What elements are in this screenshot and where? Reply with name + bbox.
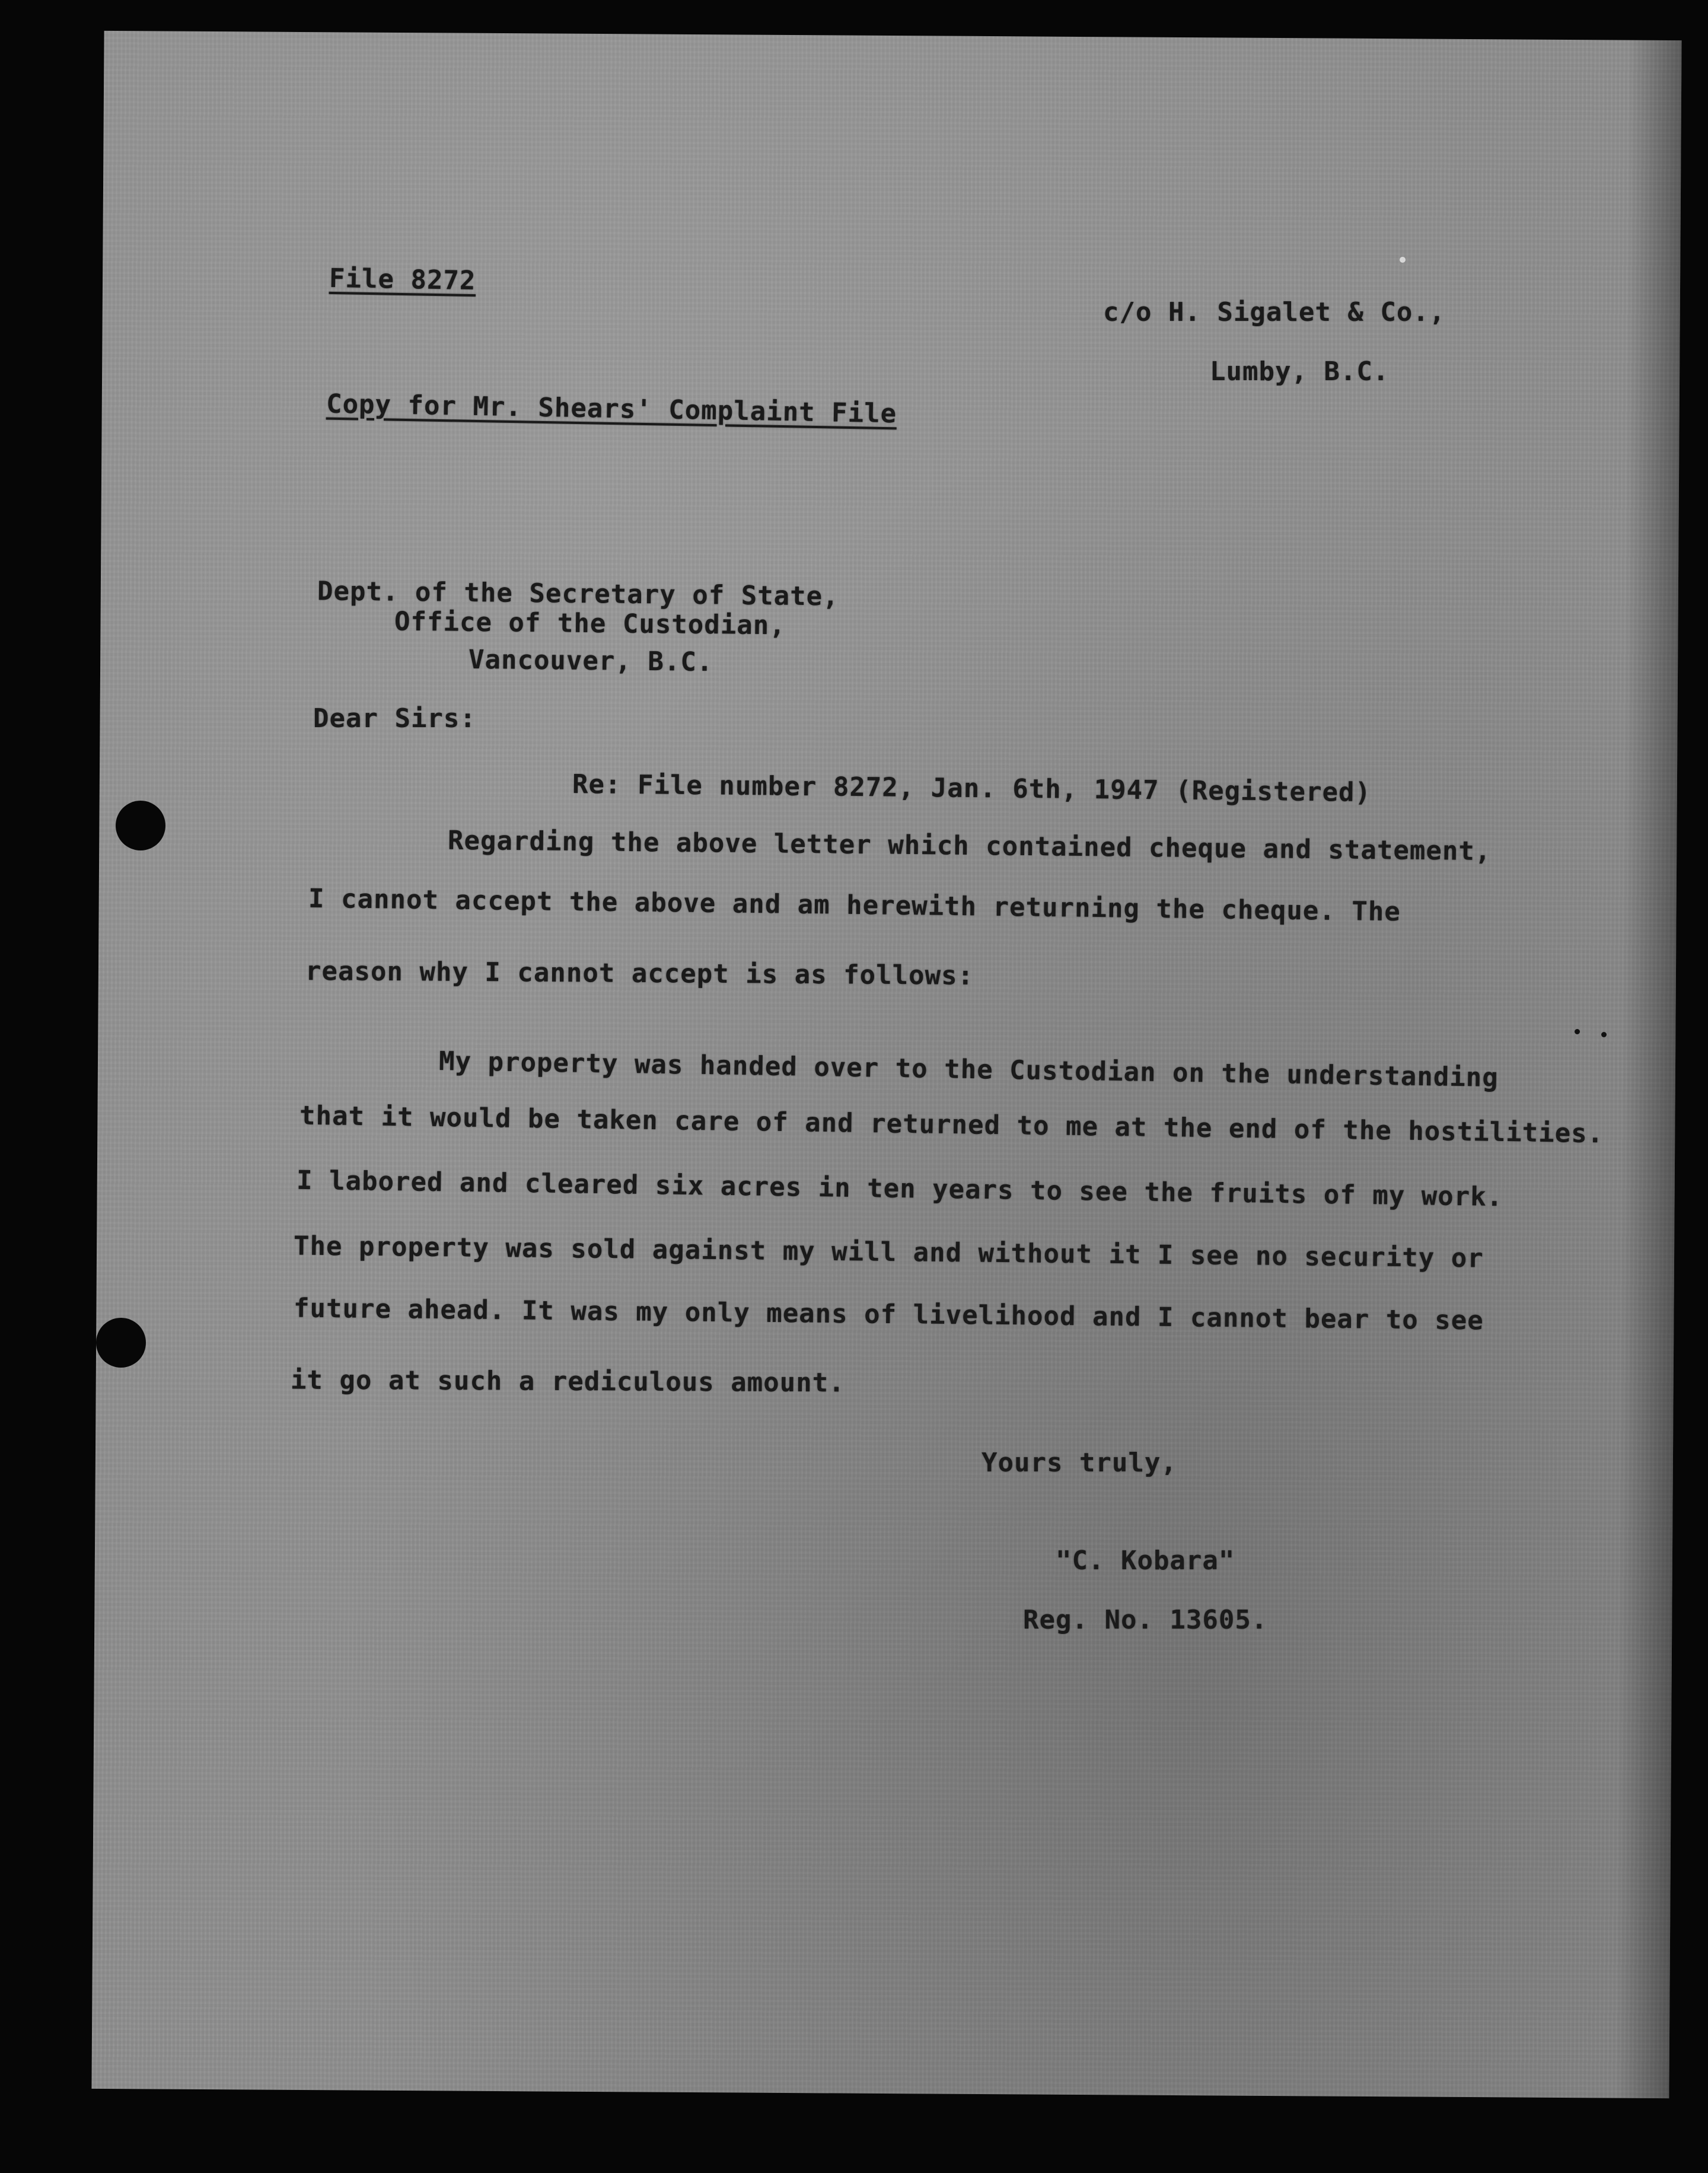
- file-reference: File 8272: [329, 263, 476, 297]
- sender-address-line: c/o H. Sigalet & Co.,: [1103, 297, 1446, 327]
- recipient-line: Vancouver, B.C.: [468, 644, 713, 678]
- subject-line: Re: File number 8272, Jan. 6th, 1947 (Registered): [572, 769, 1372, 808]
- scan-speck: [1400, 257, 1406, 263]
- registration-number: Reg. No. 13605.: [1023, 1605, 1268, 1635]
- body-line: I cannot accept the above and am herewith returning the cheque. The: [308, 883, 1401, 928]
- body-line: My property was handed over to the Custodian on the understanding: [438, 1046, 1499, 1094]
- punch-hole: [96, 1318, 146, 1368]
- copy-note: Copy for Mr. Shears' Complaint File: [326, 388, 897, 429]
- body-line: future ahead. It was my only means of livelihood and I cannot bear to see: [293, 1293, 1484, 1336]
- recipient-line: Office of the Custodian,: [394, 606, 786, 641]
- salutation: Dear Sirs:: [313, 703, 476, 734]
- sender-address-line: Lumby, B.C.: [1210, 356, 1390, 387]
- punch-hole: [116, 801, 165, 850]
- body-line: Regarding the above letter which contained cheque and statement,: [447, 825, 1492, 867]
- scan-speck: [1575, 1029, 1580, 1034]
- body-line: The property was sold against my will and without it I see no security or: [293, 1231, 1484, 1274]
- signature: "C. Kobara": [1056, 1546, 1235, 1576]
- body-line: reason why I cannot accept is as follows:: [305, 956, 974, 991]
- scan-speck: [1601, 1032, 1607, 1037]
- body-line: I labored and cleared six acres in ten years to see the fruits of my work.: [296, 1165, 1503, 1213]
- body-line: that it would be taken care of and returned to me at the end of the hostilities.: [299, 1100, 1604, 1149]
- recipient-line: Dept. of the Secretary of State,: [317, 576, 839, 612]
- closing: Yours truly,: [982, 1448, 1177, 1478]
- body-line: it go at such a rediculous amount.: [290, 1365, 845, 1398]
